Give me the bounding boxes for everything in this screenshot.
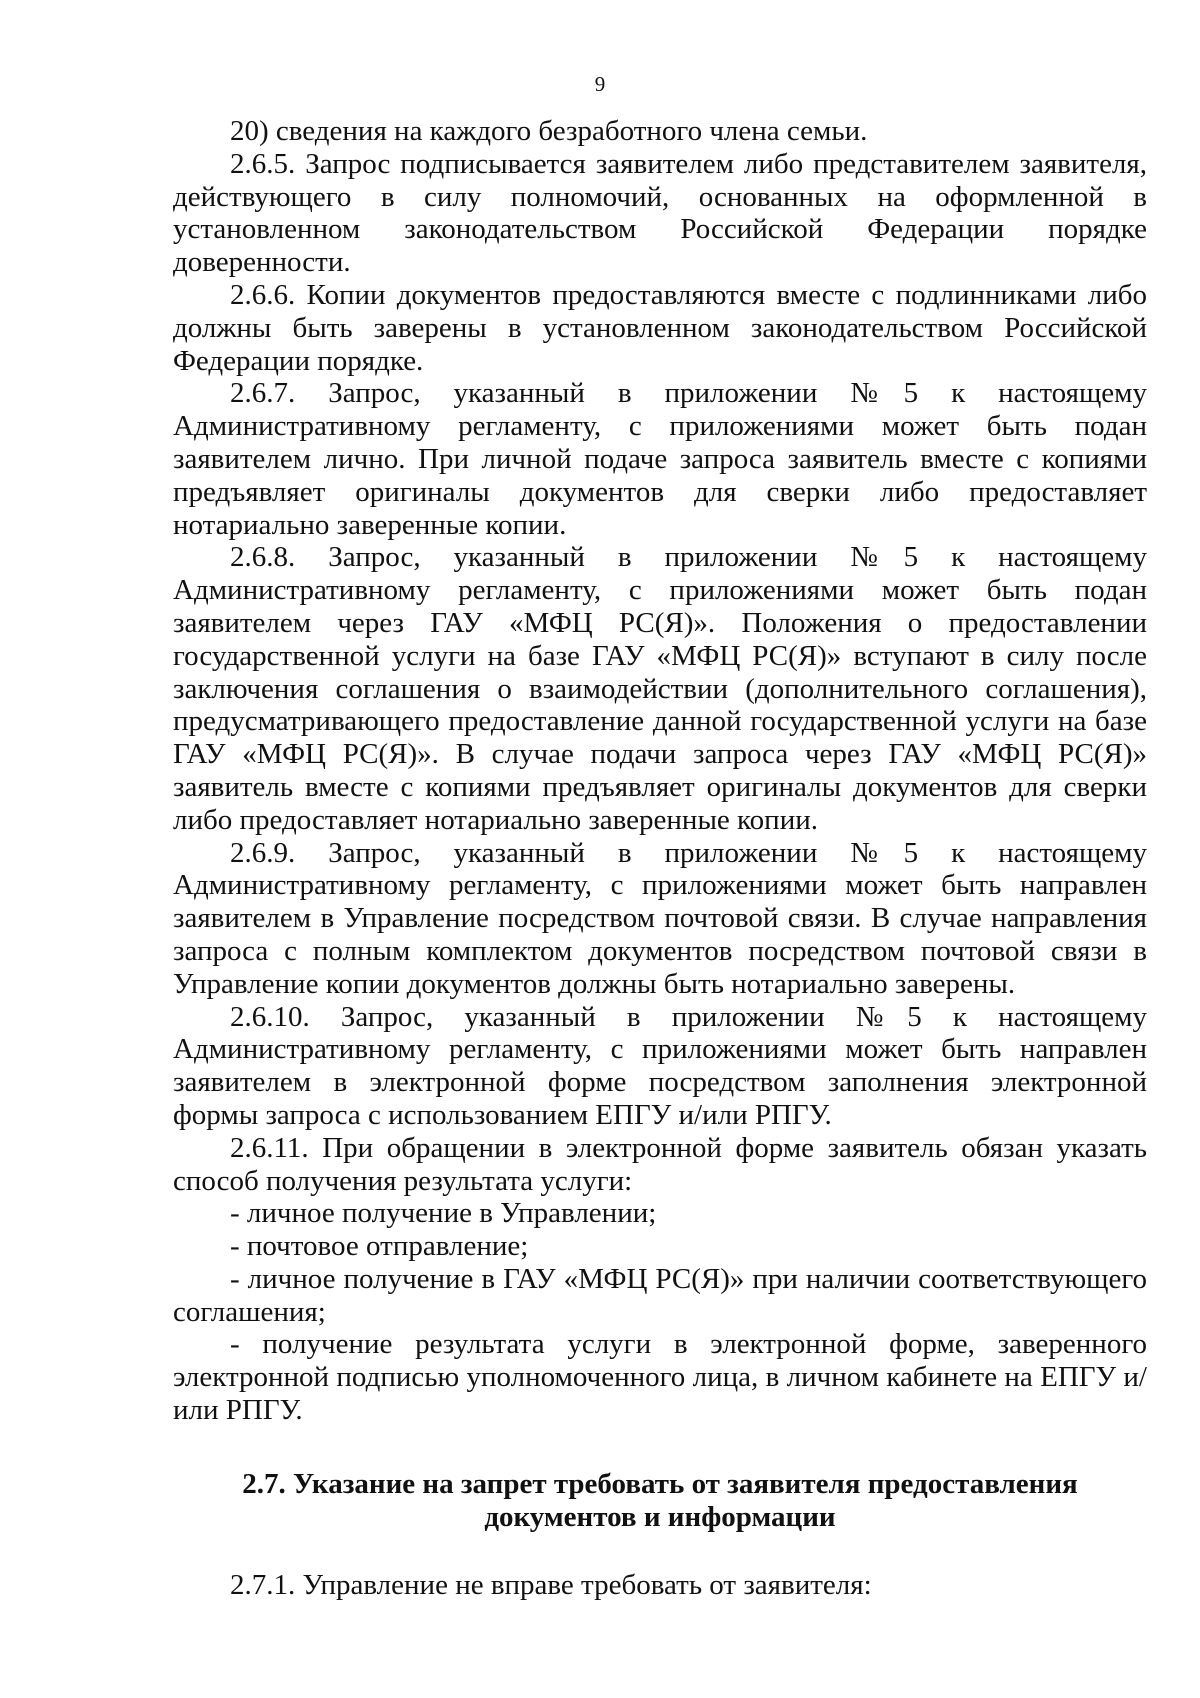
paragraph-2-6-11: 2.6.11. При обращении в электронной форме заявитель обязан указать способ получения результата услуги: bbox=[173, 1131, 1147, 1197]
list-item-mfc-pickup: - личное получение в ГАУ «МФЦ РС(Я)» при наличии соответствующего соглашения; bbox=[173, 1262, 1147, 1328]
paragraph-unemployed-family-info: 20) сведения на каждого безработного члена семьи. bbox=[230, 115, 868, 147]
section-heading-2-7 bbox=[173, 1427, 1147, 1570]
paragraph-2-6-8: 2.6.8. Запрос, указанный в приложении №5 к настоящему Административному регламенту, с приложениями может быть подан заявителем через ГАУ «МФЦ РС(Я)». Положения о предоставлении государственной услуги на базе ГАУ «МФЦ РС(Я)» вступают в силу после заключения соглашения о взаимодействии (дополнительного соглашения), предусматривающего предоставление данной государственной услуги на базе ГАУ «МФЦ РС(Я)». В случае подачи запроса через ГАУ «МФЦ РС(Я)» заявитель вместе с копиями предъявляет оригиналы документов для сверки либо предоставляет нотариально заверенные копии. bbox=[173, 541, 1147, 836]
list-item-electronic-result: - получение результата услуги в электронной форме, заверенного электронной подписью уполномоченного лица, в личном кабинете на ЕПГУ и/или РПГУ. bbox=[173, 1328, 1147, 1427]
section-heading-line-1: 2.7. Указание на запрет требовать от заявителя предоставления bbox=[242, 1467, 1078, 1500]
page-number: 9 bbox=[594, 72, 606, 96]
paragraph-2-6-9: 2.6.9. Запрос, указанный в приложении №5 к настоящему Административному регламенту, с приложениями может быть направлен заявителем в Управление посредством почтовой связи. В случае направления запроса с полным комплектом документов посредством почтовой связи в Управление копии документов должны быть нотариально заверены. bbox=[173, 836, 1147, 1000]
paragraph-2-6-7: 2.6.7. Запрос, указанный в приложении №5 к настоящему Административному регламенту, с приложениями может быть подан заявителем лично. При личной подаче запроса заявитель вместе с копиями предъявляет оригиналы документов для сверки либо предоставляет нотариально заверенные копии. bbox=[173, 377, 1147, 541]
paragraph-2-6-6: 2.6.6. Копии документов предоставляются вместе с подлинниками либо должны быть заверены в установленном законодательством Российской Федерации порядке. bbox=[173, 278, 1147, 377]
paragraph-2-7-1: 2.7.1. Управление не вправе требовать от заявителя: bbox=[230, 1569, 872, 1602]
list-item-personal-pickup: - личное получение в Управлении; bbox=[230, 1197, 657, 1230]
list-item-postal-delivery: - почтовое отправление; bbox=[230, 1230, 529, 1263]
document-body bbox=[173, 115, 1147, 1602]
paragraph-2-6-10: 2.6.10. Запрос, указанный в приложении №5 к настоящему Административному регламенту, с приложениями может быть направлен заявителем в электронной форме посредством заполнения электронной формы запроса с использованием ЕПГУ и/или РПГУ. bbox=[173, 1000, 1147, 1131]
paragraph-2-6-5: 2.6.5. Запрос подписывается заявителем либо представителем заявителя, действующего в силу полномочий, основанных на оформленной в установленном законодательством Российской Федерации порядке доверенности. bbox=[173, 147, 1147, 279]
section-heading-line-2: документов и информации bbox=[484, 1500, 836, 1533]
